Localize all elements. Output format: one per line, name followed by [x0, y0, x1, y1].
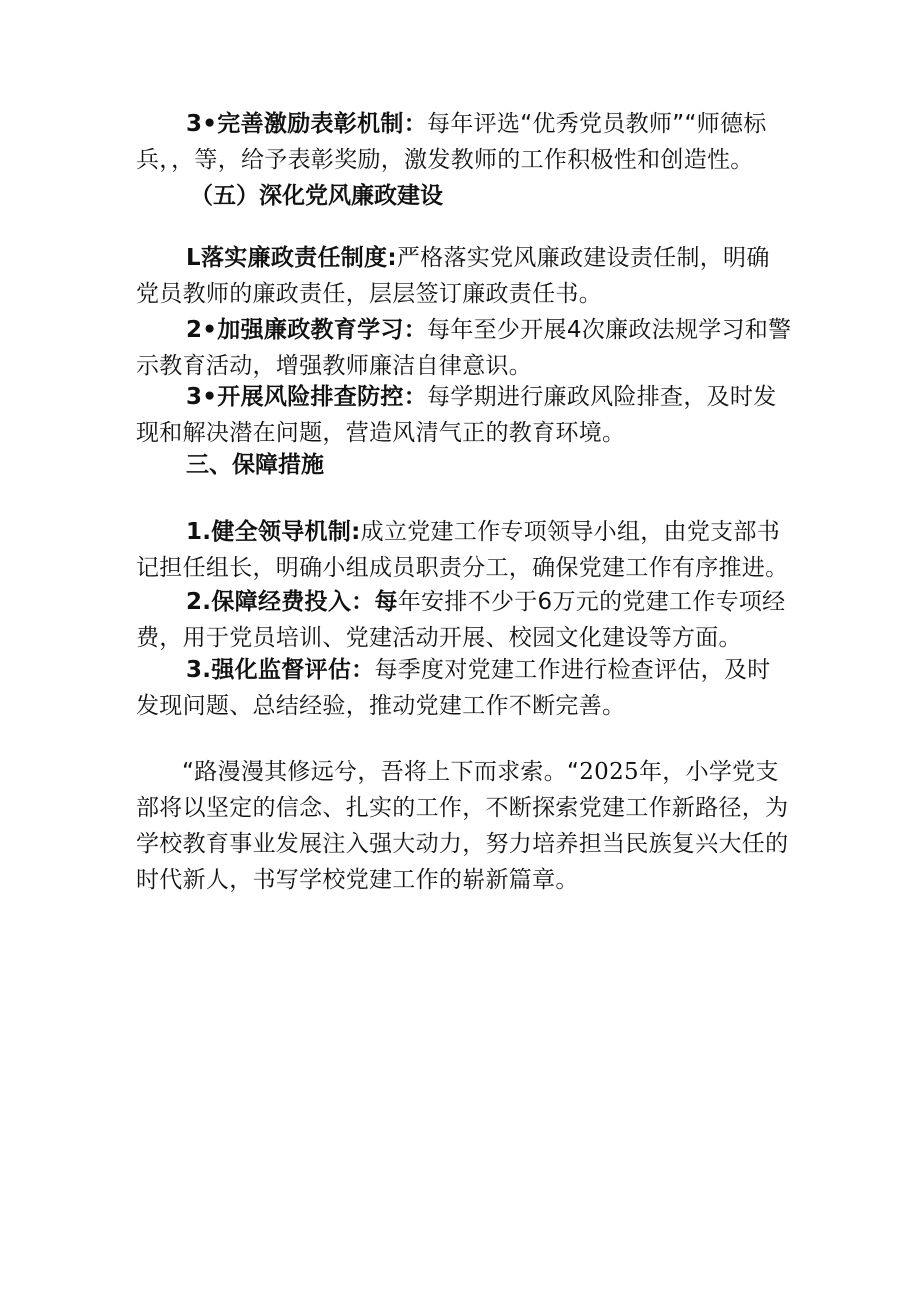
paragraph-lead: 3•完善激励表彰机制： — [186, 111, 428, 137]
paragraph-text: 年安排不少于6万元的党建工作专项经费，用于党员培训、党建活动开展、校园文化建设等方面。 — [136, 589, 786, 651]
section-heading-integrity: （五）深化党风廉政建设 — [190, 183, 443, 209]
paragraph-text: 每年评选“优秀党员教师”“师德标兵，，等，给予表彰奖励，激发教师的工作积极性和创造性。 — [136, 111, 767, 173]
paragraph-lead: L落实廉政责任制度: — [186, 245, 397, 271]
closing-year: 2025 — [579, 759, 639, 785]
paragraph-incentive-mechanism — [136, 106, 792, 178]
section-heading-safeguards: 三、保障措施 — [186, 452, 324, 478]
closing-text: 年，小学党支部将以坚定的信念、扎实的工作，不断探索党建工作新路径，为学校教育事业发展注入强大动力，努力培养担当民族复兴大任的时代新人，书写学校党建工作的崭新篇章。 — [136, 759, 789, 893]
paragraph-funding — [136, 584, 792, 656]
paragraph-risk-control — [136, 379, 792, 451]
paragraph-leadership-mechanism — [136, 514, 792, 586]
paragraph-lead: 3•开展风险排查防控： — [186, 384, 428, 410]
paragraph-text: 每学期进行廉政风险排查，及时发现和解决潜在问题，营造风清气正的教育环境。 — [136, 384, 777, 446]
closing-quote: “路漫漫其修远兮，吾将上下而求索。“ — [182, 759, 580, 785]
paragraph-integrity-responsibility — [136, 240, 792, 312]
paragraph-lead: 2.保障经费投入：每 — [186, 589, 398, 615]
paragraph-supervision — [136, 652, 792, 724]
paragraph-closing — [136, 754, 792, 898]
paragraph-text: 每季度对党建工作进行检查评估，及时发现问题、总结经验，推动党建工作不断完善。 — [136, 657, 771, 719]
paragraph-lead: 3.强化监督评估： — [186, 657, 375, 683]
paragraph-text: 每年至少开展4次廉政法规学习和警示教育活动，增强教师廉洁自律意识。 — [136, 317, 792, 379]
paragraph-lead: 1.健全领导机制: — [186, 519, 361, 545]
paragraph-text: 成立党建工作专项领导小组，由党支部书记担任组长，明确小组成员职责分工，确保党建工作有序推进。 — [136, 519, 789, 581]
paragraph-integrity-education — [136, 312, 792, 384]
paragraph-lead: 2•加强廉政教育学习： — [186, 317, 428, 343]
paragraph-text: 严格落实党风廉政建设责任制，明确党员教师的廉政责任，层层签订廉政责任书。 — [136, 245, 770, 307]
